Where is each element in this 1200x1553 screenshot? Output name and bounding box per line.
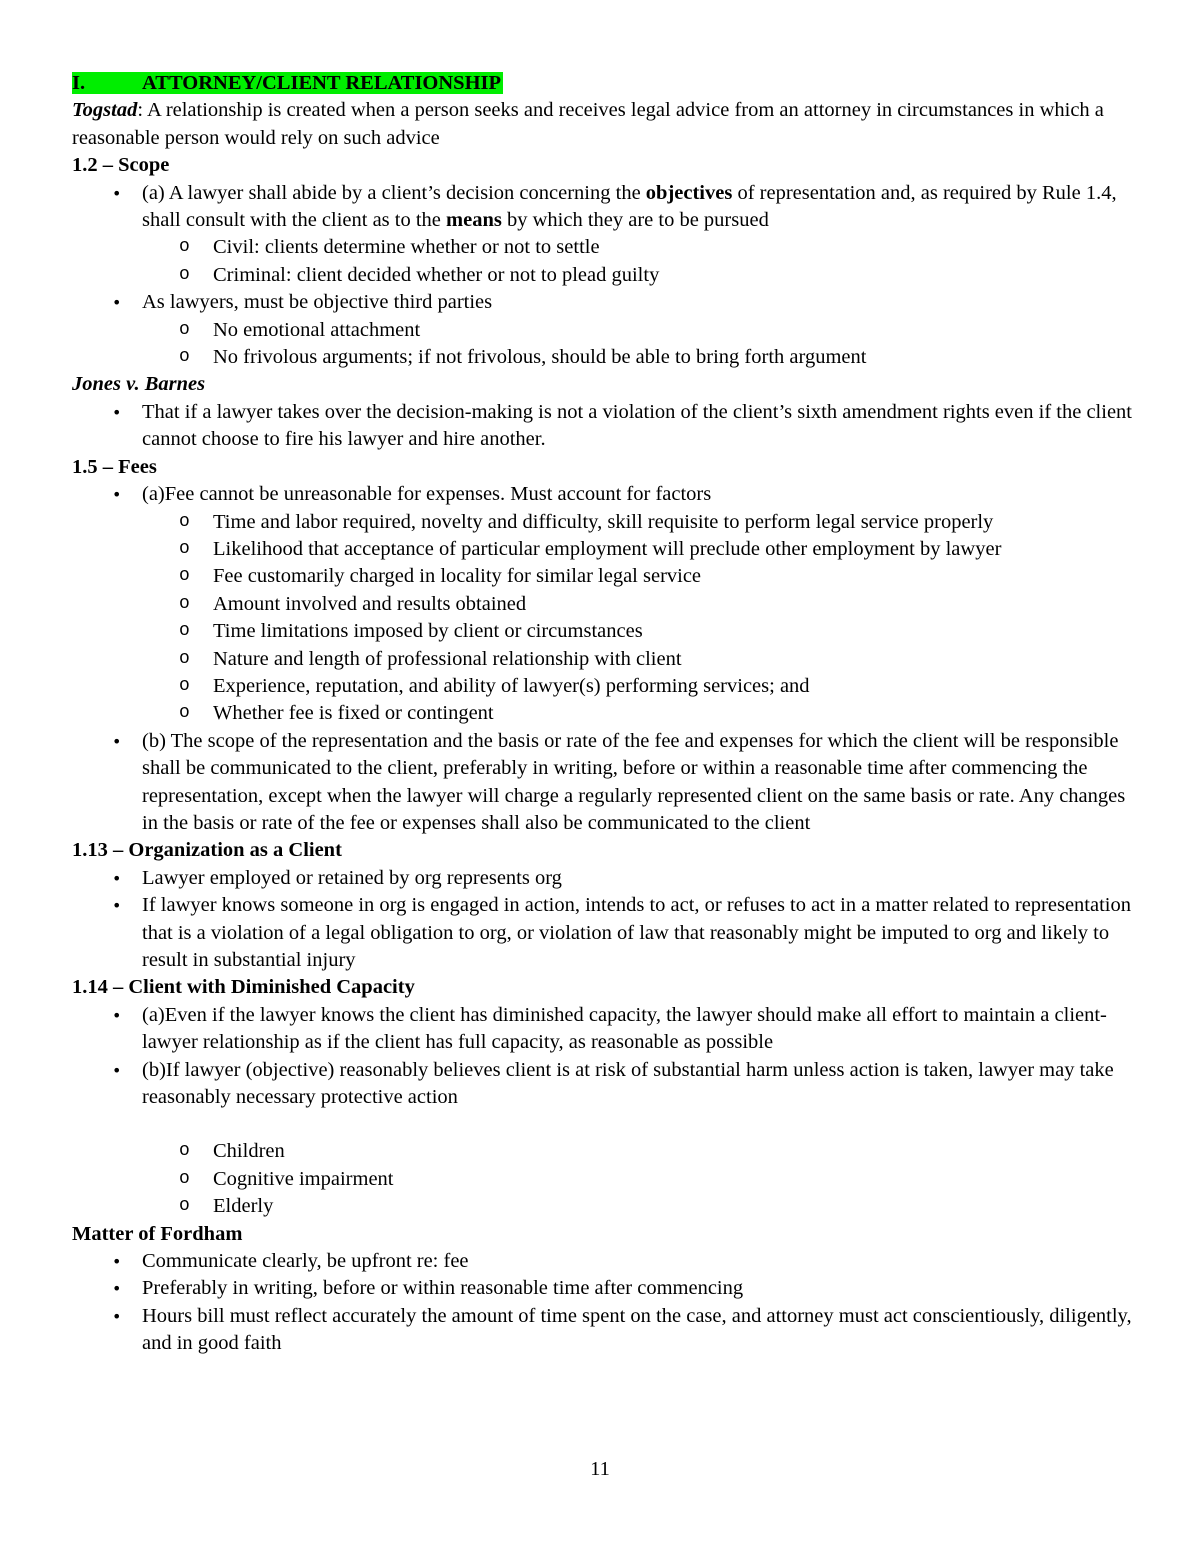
sub-list-item: o Experience, reputation, and ability of lawyer(s) performing services; and bbox=[72, 673, 1132, 700]
section-title: ATTORNEY/CLIENT RELATIONSHIP bbox=[142, 72, 502, 94]
capacity-heading: 1.14 – Client with Diminished Capacity bbox=[72, 976, 415, 999]
sub-list-item: o Criminal: client decided whether or not to plead guilty bbox=[72, 262, 1132, 289]
means-term: means bbox=[446, 209, 502, 232]
list-item: • As lawyers, must be objective third parties o No emotional attachment o No frivolous arguments; if not frivolous, should be able to bring forth argument bbox=[72, 289, 1132, 371]
list-item: • (b)If lawyer (objective) reasonably believes client is at risk of substantial harm unless action is taken, lawyer may take reasonably necessary protective action o Children o Cognitive impairment o Elderly bbox=[72, 1057, 1132, 1221]
list-item: • Lawyer employed or retained by org represents org bbox=[72, 865, 1132, 892]
fordham-heading: Matter of Fordham bbox=[72, 1222, 243, 1245]
list-item: • (a)Even if the lawyer knows the client has diminished capacity, the lawyer should make all effort to maintain a client-lawyer relationship as if the client has full capacity, as reasonable as possible bbox=[72, 1002, 1132, 1057]
sub-list-item: o Cognitive impairment bbox=[72, 1166, 1132, 1193]
togstad-paragraph bbox=[72, 97, 1132, 152]
fordham-list bbox=[72, 1248, 1132, 1358]
sub-list bbox=[142, 509, 1132, 728]
org-heading: 1.13 – Organization as a Client bbox=[72, 839, 342, 862]
org-list bbox=[72, 865, 1132, 975]
document-page bbox=[72, 70, 1132, 1358]
list-item: • (a)Fee cannot be unreasonable for expenses. Must account for factors o Time and labor required, novelty and difficulty, skill requisite to perform legal service properly o Likelihood that acceptance of particular employment will preclude other employment by lawyer o Fee customarily charged in locality for similar legal service o Amount involved and results obtained o Time limitations imposed by client or circumstances o Nature and length of professional relationship with client o Experience, reputation, and ability of lawyer(s) performing services; and o Whether fee is fixed or contingent bbox=[72, 481, 1132, 728]
jones-heading: Jones v. Barnes bbox=[72, 373, 206, 396]
sub-list-item: o Children bbox=[72, 1138, 1132, 1165]
sub-list bbox=[142, 234, 1132, 289]
list-item: • Preferably in writing, before or within reasonable time after commencing bbox=[72, 1275, 1132, 1302]
capacity-list bbox=[72, 1002, 1132, 1221]
list-item: • If lawyer knows someone in org is engaged in action, intends to act, or refuses to act in a matter related to representation that is a violation of a legal obligation to org, or violation of law that reasonably might be imputed to org and likely to result in substantial injury bbox=[72, 892, 1132, 974]
sub-list-item: o Amount involved and results obtained bbox=[72, 591, 1132, 618]
sub-list-item: o Time limitations imposed by client or circumstances bbox=[72, 618, 1132, 645]
sub-list-item: o Elderly bbox=[72, 1193, 1132, 1220]
sub-list-item: o Civil: clients determine whether or not to settle bbox=[72, 234, 1132, 261]
section-heading bbox=[72, 70, 1132, 97]
scope-heading: 1.2 – Scope bbox=[72, 154, 170, 177]
togstad-case-name: Togstad bbox=[72, 99, 138, 122]
jones-list bbox=[72, 399, 1132, 454]
sub-list-item: o Fee customarily charged in locality for similar legal service bbox=[72, 563, 1132, 590]
list-item: • (a) A lawyer shall abide by a client’s decision concerning the objectives of representation and, as required by Rule 1.4, shall consult with the client as to the means by which they are to be pursued o Civil: clients determine whether or not to settle o Criminal: client decided whether or not to plead guilty bbox=[72, 180, 1132, 290]
togstad-text: : A relationship is created when a person seeks and receives legal advice from an attorney in circumstances in which a reasonable person would rely on such advice bbox=[72, 99, 1104, 149]
sub-list-item: o No frivolous arguments; if not frivolous, should be able to bring forth argument bbox=[72, 344, 1132, 371]
sub-list-item: o No emotional attachment bbox=[72, 317, 1132, 344]
sub-list-item: o Likelihood that acceptance of particular employment will preclude other employment by lawyer bbox=[72, 536, 1132, 563]
list-item: • (b) The scope of the representation and the basis or rate of the fee and expenses for which the client will be responsible shall be communicated to the client, preferably in writing, before or within a reasonable time after commencing the representation, except when the lawyer will charge a regularly represented client on the same basis or rate. Any changes in the basis or rate of the fee or expenses shall also be communicated to the client bbox=[72, 728, 1132, 838]
fees-heading: 1.5 – Fees bbox=[72, 455, 157, 478]
section-number: I. bbox=[72, 72, 86, 94]
list-item: • Hours bill must reflect accurately the amount of time spent on the case, and attorney must act conscientiously, diligently, and in good faith bbox=[72, 1303, 1132, 1358]
sub-list-item: o Whether fee is fixed or contingent bbox=[72, 700, 1132, 727]
page-number: 11 bbox=[590, 1458, 610, 1480]
sub-list-item: o Nature and length of professional relationship with client bbox=[72, 646, 1132, 673]
scope-list bbox=[72, 180, 1132, 372]
list-item: • Communicate clearly, be upfront re: fee bbox=[72, 1248, 1132, 1275]
sub-list-item: o Time and labor required, novelty and difficulty, skill requisite to perform legal service properly bbox=[72, 509, 1132, 536]
list-item: • That if a lawyer takes over the decision-making is not a violation of the client’s sixth amendment rights even if the client cannot choose to fire his lawyer and hire another. bbox=[72, 399, 1132, 454]
fees-list bbox=[72, 481, 1132, 837]
sub-list bbox=[142, 317, 1132, 372]
blank-line bbox=[142, 1111, 1132, 1138]
sub-list bbox=[142, 1138, 1132, 1220]
objectives-term: objectives bbox=[645, 181, 733, 204]
